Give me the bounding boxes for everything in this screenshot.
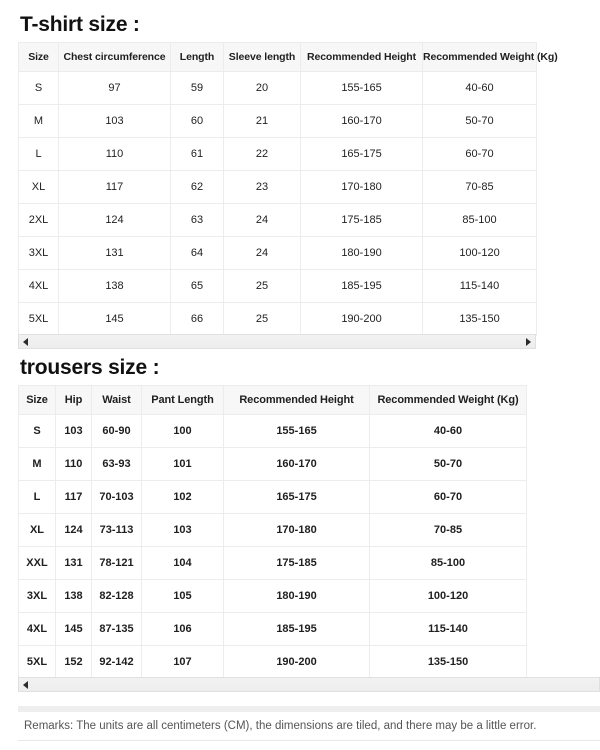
cell-size: S	[19, 72, 59, 105]
cell-weight: 70-85	[370, 514, 527, 547]
cell-height: 160-170	[301, 105, 423, 138]
cell-sleeve: 23	[224, 171, 301, 204]
cell-hip: 145	[56, 613, 92, 646]
cell-hip: 103	[56, 415, 92, 448]
cell-length: 59	[171, 72, 224, 105]
cell-chest: 138	[59, 270, 171, 303]
cell-length: 63	[171, 204, 224, 237]
table-row	[19, 303, 537, 336]
trousers-table-horizontal-scrollbar[interactable]	[18, 677, 600, 692]
tshirt-section-title: T-shirt size :	[20, 13, 140, 36]
cell-pant-length: 102	[142, 481, 224, 514]
cell-chest: 117	[59, 171, 171, 204]
remarks-bottom-rule	[18, 740, 600, 741]
cell-size: XL	[19, 171, 59, 204]
table-row	[19, 514, 527, 547]
cell-chest: 97	[59, 72, 171, 105]
cell-chest: 145	[59, 303, 171, 336]
table-row	[19, 72, 537, 105]
tshirt-table-horizontal-scrollbar[interactable]	[18, 334, 536, 349]
cell-height: 180-190	[224, 580, 370, 613]
cell-size: XXL	[19, 547, 56, 580]
cell-height: 170-180	[224, 514, 370, 547]
column-header-waist: Waist	[92, 386, 142, 415]
cell-weight: 85-100	[370, 547, 527, 580]
cell-chest: 131	[59, 237, 171, 270]
cell-waist: 78-121	[92, 547, 142, 580]
cell-sleeve: 25	[224, 270, 301, 303]
cell-size: L	[19, 138, 59, 171]
cell-size: M	[19, 105, 59, 138]
cell-size: 5XL	[19, 303, 59, 336]
cell-chest: 110	[59, 138, 171, 171]
cell-size: 3XL	[19, 580, 56, 613]
cell-height: 185-195	[301, 270, 423, 303]
cell-weight: 100-120	[423, 237, 537, 270]
table-row	[19, 613, 527, 646]
scroll-left-arrow-icon[interactable]	[19, 335, 32, 348]
cell-size: 3XL	[19, 237, 59, 270]
cell-length: 61	[171, 138, 224, 171]
cell-waist: 63-93	[92, 448, 142, 481]
cell-sleeve: 22	[224, 138, 301, 171]
table-row	[19, 237, 537, 270]
cell-weight: 135-150	[423, 303, 537, 336]
cell-waist: 70-103	[92, 481, 142, 514]
column-header-pant-length: Pant Length	[142, 386, 224, 415]
cell-height: 170-180	[301, 171, 423, 204]
trousers-table-container	[18, 385, 526, 679]
trousers-table-header	[19, 386, 527, 415]
cell-sleeve: 20	[224, 72, 301, 105]
cell-length: 60	[171, 105, 224, 138]
cell-height: 190-200	[301, 303, 423, 336]
tshirt-table-body	[19, 72, 537, 336]
cell-size: 4XL	[19, 613, 56, 646]
cell-height: 175-185	[301, 204, 423, 237]
table-row	[19, 646, 527, 679]
cell-weight: 40-60	[423, 72, 537, 105]
cell-weight: 60-70	[370, 481, 527, 514]
table-row	[19, 138, 537, 171]
cell-height: 160-170	[224, 448, 370, 481]
trousers-size-table	[18, 385, 527, 679]
cell-height: 155-165	[301, 72, 423, 105]
cell-waist: 60-90	[92, 415, 142, 448]
cell-weight: 70-85	[423, 171, 537, 204]
cell-height: 155-165	[224, 415, 370, 448]
cell-size: M	[19, 448, 56, 481]
cell-height: 185-195	[224, 613, 370, 646]
trousers-section-title: trousers size :	[20, 356, 160, 379]
cell-weight: 85-100	[423, 204, 537, 237]
scroll-left-arrow-icon[interactable]	[19, 678, 32, 691]
cell-pant-length: 100	[142, 415, 224, 448]
table-row	[19, 547, 527, 580]
table-row	[19, 105, 537, 138]
cell-size: S	[19, 415, 56, 448]
column-header-recommended-height: Recommended Height	[224, 386, 370, 415]
cell-pant-length: 106	[142, 613, 224, 646]
cell-chest: 103	[59, 105, 171, 138]
cell-sleeve: 24	[224, 204, 301, 237]
column-header-sleeve-length: Sleeve length	[224, 43, 301, 72]
cell-waist: 82-128	[92, 580, 142, 613]
cell-weight: 60-70	[423, 138, 537, 171]
table-row	[19, 580, 527, 613]
cell-height: 165-175	[301, 138, 423, 171]
cell-length: 62	[171, 171, 224, 204]
cell-weight: 40-60	[370, 415, 527, 448]
cell-hip: 138	[56, 580, 92, 613]
cell-weight: 115-140	[423, 270, 537, 303]
cell-height: 190-200	[224, 646, 370, 679]
cell-weight: 135-150	[370, 646, 527, 679]
cell-hip: 110	[56, 448, 92, 481]
table-header-row	[19, 386, 527, 415]
table-header-row	[19, 43, 537, 72]
tshirt-table-header	[19, 43, 558, 72]
table-row	[19, 481, 527, 514]
table-row	[19, 270, 537, 303]
cell-hip: 117	[56, 481, 92, 514]
cell-length: 66	[171, 303, 224, 336]
cell-hip: 124	[56, 514, 92, 547]
tshirt-table-container	[18, 42, 558, 336]
cell-pant-length: 104	[142, 547, 224, 580]
cell-height: 180-190	[301, 237, 423, 270]
column-header-length: Length	[171, 43, 224, 72]
cell-size: L	[19, 481, 56, 514]
cell-pant-length: 103	[142, 514, 224, 547]
cell-pant-length: 101	[142, 448, 224, 481]
cell-height: 165-175	[224, 481, 370, 514]
cell-hip: 152	[56, 646, 92, 679]
cell-waist: 73-113	[92, 514, 142, 547]
remarks-text: Remarks: The units are all centimeters (CM), the dimensions are tiled, and there may be a little error.	[24, 720, 537, 732]
scroll-right-arrow-icon[interactable]	[522, 335, 535, 348]
cell-weight: 50-70	[370, 448, 527, 481]
column-header-recommended-weight: Recommended Weight (Kg)	[370, 386, 527, 415]
cell-waist: 87-135	[92, 613, 142, 646]
cell-waist: 92-142	[92, 646, 142, 679]
table-row	[19, 171, 537, 204]
column-header-size: Size	[19, 386, 56, 415]
cell-weight: 115-140	[370, 613, 527, 646]
column-header-recommended-weight: Recommended Weight (Kg)	[423, 43, 537, 72]
tshirt-size-table	[18, 42, 558, 336]
cell-chest: 124	[59, 204, 171, 237]
cell-sleeve: 21	[224, 105, 301, 138]
cell-size: XL	[19, 514, 56, 547]
cell-sleeve: 24	[224, 237, 301, 270]
table-row	[19, 204, 537, 237]
trousers-table-body	[19, 415, 527, 679]
cell-pant-length: 105	[142, 580, 224, 613]
table-row	[19, 448, 527, 481]
cell-height: 175-185	[224, 547, 370, 580]
column-header-size: Size	[19, 43, 59, 72]
column-header-recommended-height: Recommended Height	[301, 43, 423, 72]
column-header-hip: Hip	[56, 386, 92, 415]
cell-weight: 100-120	[370, 580, 527, 613]
cell-length: 64	[171, 237, 224, 270]
cell-size: 5XL	[19, 646, 56, 679]
cell-weight: 50-70	[423, 105, 537, 138]
remarks-divider-bar	[18, 706, 600, 712]
table-row	[19, 415, 527, 448]
column-header-chest: Chest circumference	[59, 43, 171, 72]
cell-sleeve: 25	[224, 303, 301, 336]
cell-length: 65	[171, 270, 224, 303]
cell-size: 4XL	[19, 270, 59, 303]
cell-size: 2XL	[19, 204, 59, 237]
cell-pant-length: 107	[142, 646, 224, 679]
cell-hip: 131	[56, 547, 92, 580]
